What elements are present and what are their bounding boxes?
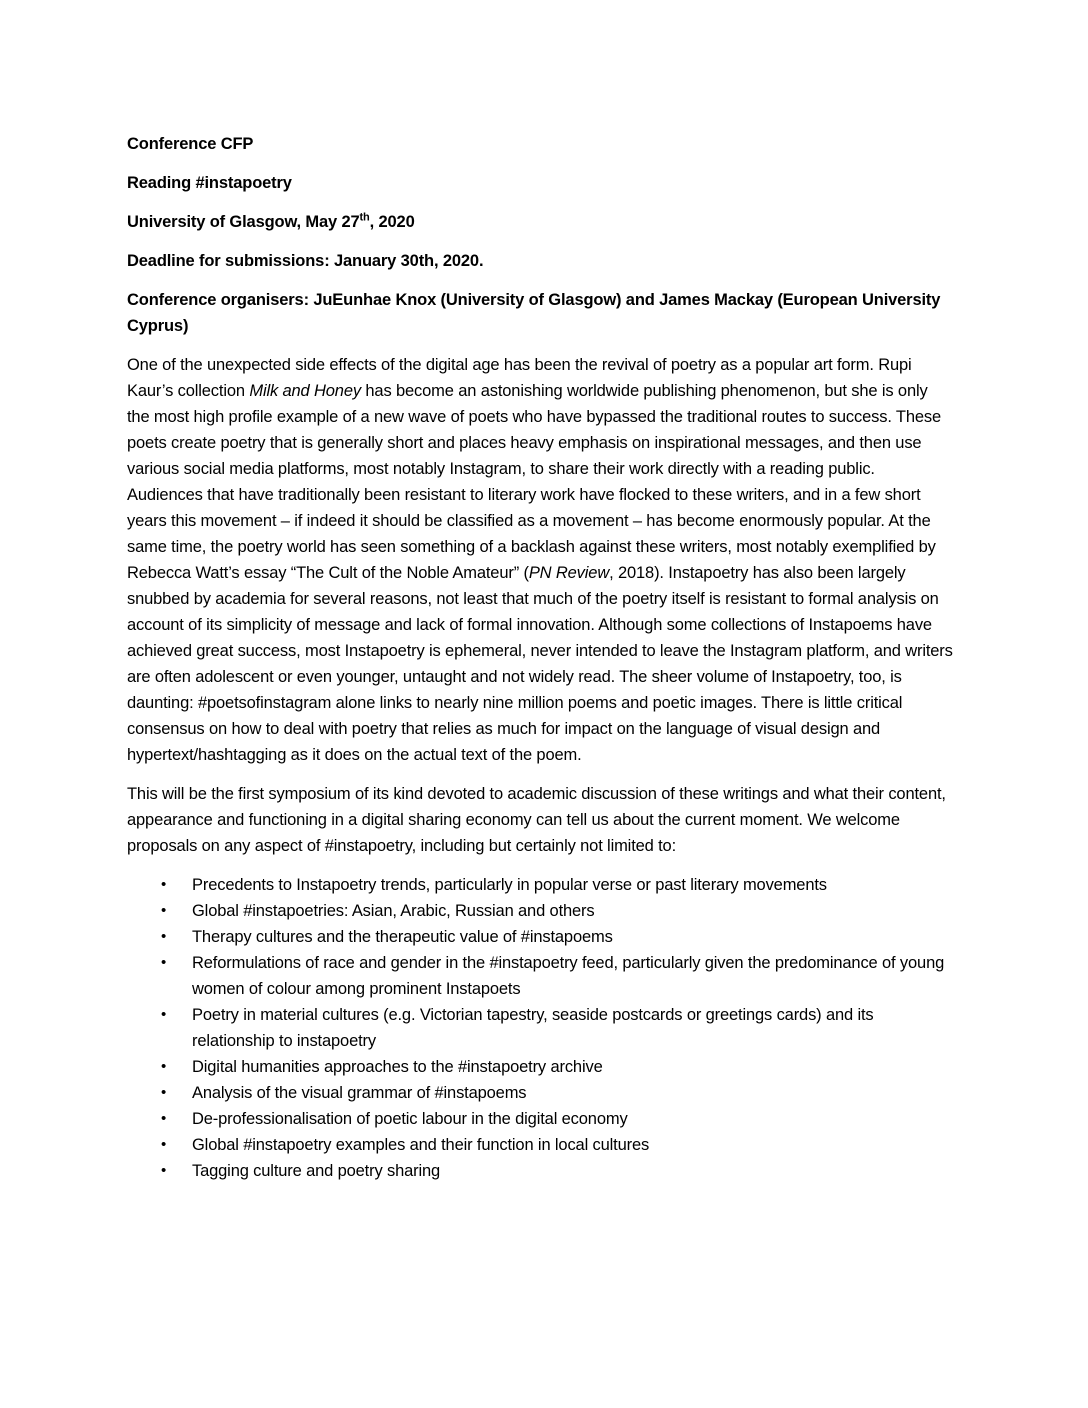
topics-list (127, 872, 953, 1184)
text-segment: One of the unexpected side effects of the digital age has been the revival of poetry as a popular art form. Rupi Kaur’s collection (127, 356, 912, 400)
list-item: • De-professionalisation of poetic labour in the digital economy (127, 1106, 953, 1132)
text-segment: has become an astonishing worldwide publishing phenomenon, but she is only the most high profile example of a new wave of poets who have bypassed the traditional routes to success. These poets create poetry that is generally short and places heavy emphasis on inspirational messages, and then use various social media platforms, most notably Instagram, to share their work directly with a reading public. Audiences that have traditionally been resistant to literary work have flocked to these writers, and in a few short years this movement – if indeed it should be classified as a movement – has become enormously popular. At the same time, the poetry world has seen something of a backlash against these writers, most notably exemplified by Rebecca Watt’s essay “The Cult of the Noble Amateur” ( (127, 382, 942, 582)
text-segment: Milk and Honey (249, 382, 361, 400)
symposium-paragraph (127, 781, 953, 859)
text-segment: PN Review (528, 564, 610, 582)
venue-date-line (127, 209, 953, 235)
conference-title (127, 170, 953, 196)
text-segment: , 2020 (369, 213, 415, 231)
text-segment: Deadline for submissions: January 30th, 2020. (127, 252, 484, 270)
organisers-line (127, 287, 953, 339)
list-item: • Therapy cultures and the therapeutic value of #instapoems (127, 924, 953, 950)
deadline-line (127, 248, 953, 274)
text-segment: University of Glasgow, May 27 (127, 213, 360, 231)
cfp-label (127, 131, 953, 157)
text-segment: th (359, 211, 370, 224)
list-item: • Analysis of the visual grammar of #instapoems (127, 1080, 953, 1106)
list-item: • Global #instapoetries: Asian, Arabic, Russian and others (127, 898, 953, 924)
list-item: • Precedents to Instapoetry trends, particularly in popular verse or past literary movements (127, 872, 953, 898)
list-item: • Reformulations of race and gender in the #instapoetry feed, particularly given the predominance of young women of colour among prominent Instapoets (127, 950, 953, 1002)
text-segment: This will be the first symposium of its kind devoted to academic discussion of these writings and what their content, appearance and functioning in a digital sharing economy can tell us about the current moment. We welcome proposals on any aspect of #instapoetry, including but certainly not limited to: (127, 785, 946, 855)
text-segment: Conference CFP (127, 135, 254, 153)
list-item: • Global #instapoetry examples and their function in local cultures (127, 1132, 953, 1158)
document-page (127, 131, 953, 1197)
list-item: • Poetry in material cultures (e.g. Victorian tapestry, seaside postcards or greetings cards) and its relationship to instapoetry (127, 1002, 953, 1054)
intro-paragraph (127, 352, 953, 768)
text-segment: , 2018). Instapoetry has also been largely snubbed by academia for several reasons, not least that much of the poetry itself is resistant to formal analysis on account of its simplicity of message and lack of formal innovation. Although some collections of Instapoems have achieved great success, most Instapoetry is ephemeral, never intended to leave the Instagram platform, and writers are often adolescent or even younger, untaught and not widely read. The sheer volume of Instapoetry, too, is daunting: #poetsofinstagram alone links to nearly nine million poems and poetic images. There is little critical consensus on how to deal with poetry that relies as much for impact on the language of visual design and hypertext/hashtagging as it does on the actual text of the poem. (127, 564, 953, 764)
text-segment: Reading #instapoetry (127, 174, 292, 192)
list-item: • Tagging culture and poetry sharing (127, 1158, 953, 1184)
text-segment: Conference organisers: JuEunhae Knox (University of Glasgow) and James Mackay (European University Cyprus) (127, 291, 941, 335)
list-item: • Digital humanities approaches to the #instapoetry archive (127, 1054, 953, 1080)
